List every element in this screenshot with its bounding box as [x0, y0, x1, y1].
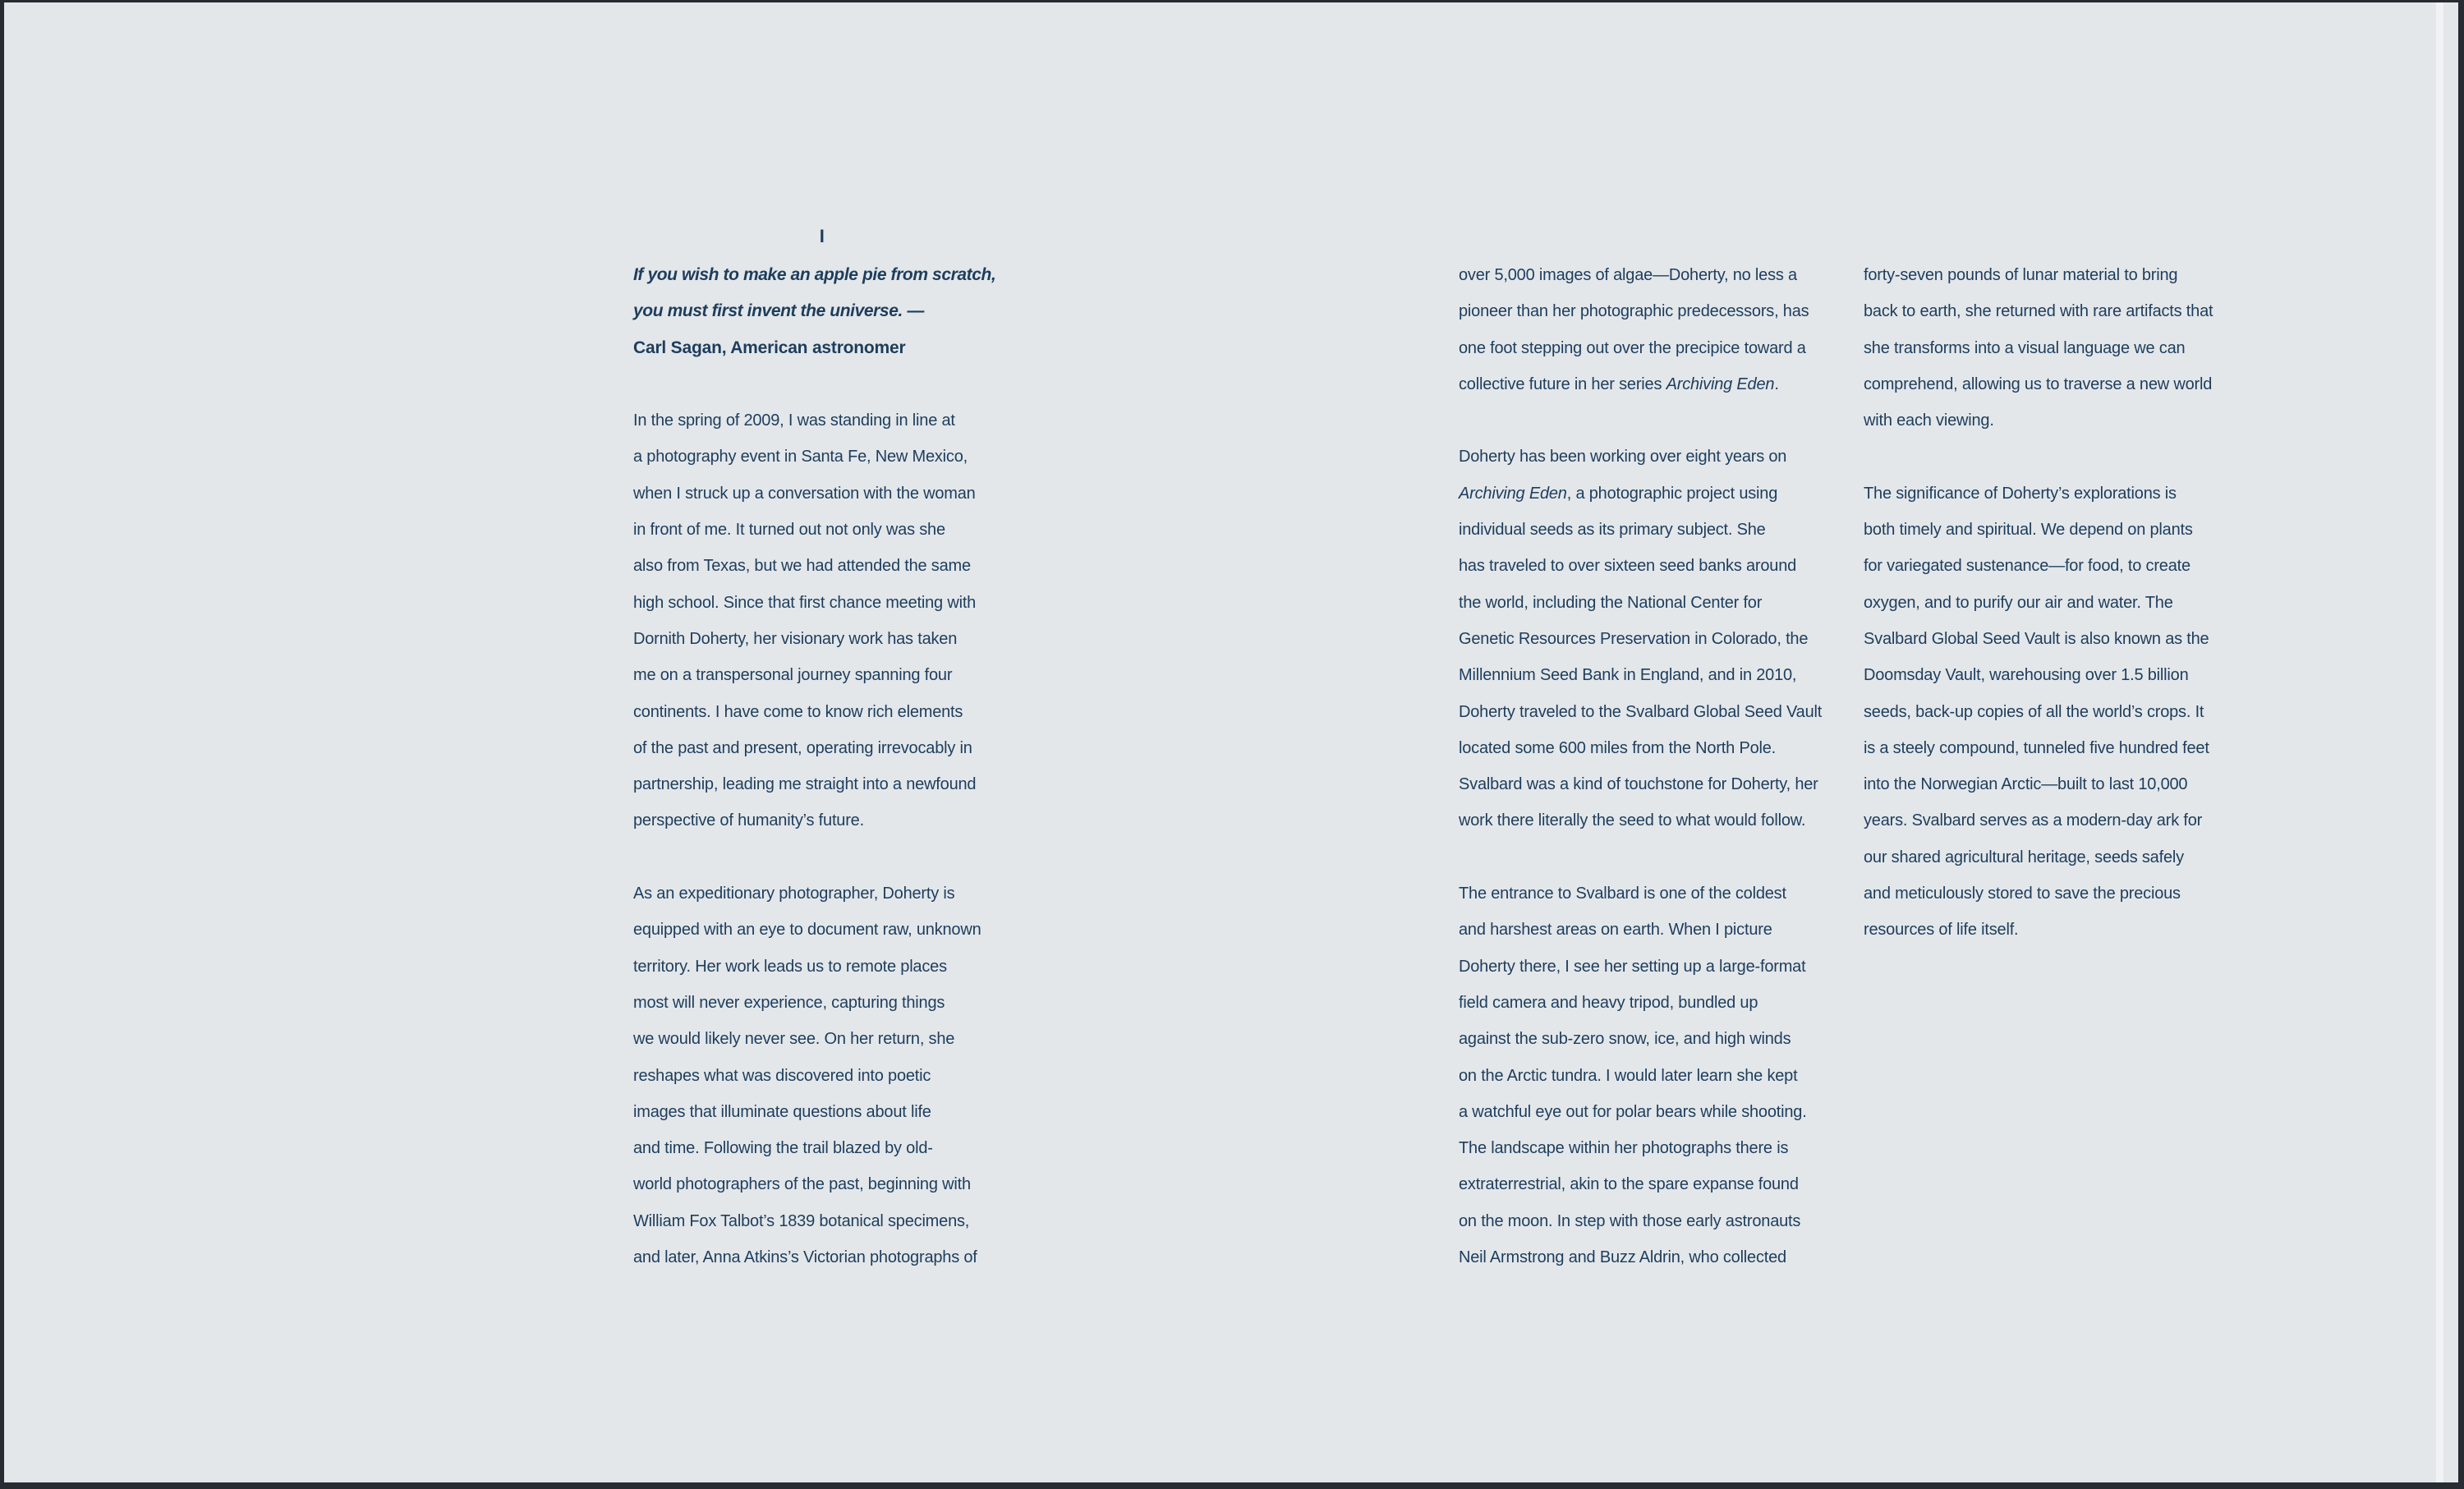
text-line [1459, 366, 1863, 402]
page-edge-highlight [2436, 2, 2443, 1482]
paragraph [1459, 439, 1863, 839]
paragraph [1459, 257, 1863, 402]
text-line: field camera and heavy tripod, bundled up [1459, 993, 1758, 1012]
text-line: individual seeds as its primary subject. She [1459, 521, 1766, 540]
paragraph [633, 875, 1037, 1275]
text-segment: , a photographic project using [1566, 484, 1778, 503]
text-line: pioneer than her photographic predecessors, has [1459, 302, 1809, 321]
epigraph-attribution: Carl Sagan, American astronomer [633, 338, 906, 357]
text-line: reshapes what was discovered into poetic [633, 1066, 931, 1085]
text-column-1 [633, 257, 1037, 1275]
paragraph [1459, 875, 1863, 1275]
italic-title: Archiving Eden [1666, 375, 1775, 393]
text-line: we would likely never see. On her return, she [633, 1030, 955, 1049]
text-line [1459, 476, 1863, 512]
text-line: work there literally the seed to what would follow. [1459, 811, 1806, 830]
text-line: on the Arctic tundra. I would later learn she kept [1459, 1066, 1798, 1085]
text-column-2 [1459, 257, 1863, 1275]
text-line: Doomsday Vault, warehousing over 1.5 billion [1864, 666, 2189, 685]
text-line: and harshest areas on earth. When I picture [1459, 921, 1772, 940]
text-line: partnership, leading me straight into a newfound [633, 775, 977, 794]
text-line: William Fox Talbot’s 1839 botanical specimens, [633, 1211, 970, 1230]
text-line: oxygen, and to purify our air and water. The [1864, 593, 2173, 612]
text-line: located some 600 miles from the North Pole. [1459, 738, 1777, 757]
epigraph-line: you must first invent the universe. — [633, 301, 924, 321]
paragraph [1864, 257, 2268, 439]
text-line: The landscape within her photographs there is [1459, 1139, 1789, 1158]
text-line: Svalbard Global Seed Vault is also known as the [1864, 629, 2209, 648]
text-line: over 5,000 images of algae—Doherty, no less a [1459, 266, 1797, 284]
text-line: of the past and present, operating irrevocably in [633, 738, 972, 757]
text-line: she transforms into a visual language we can [1864, 338, 2186, 357]
text-line: and later, Anna Atkins’s Victorian photographs of [633, 1248, 977, 1267]
text-line: Neil Armstrong and Buzz Aldrin, who collected [1459, 1248, 1786, 1267]
text-line: back to earth, she returned with rare artifacts that [1864, 302, 2213, 321]
text-line: continents. I have come to know rich elements [633, 702, 963, 721]
chapter-numeral: I [819, 226, 825, 246]
text-line: Genetic Resources Preservation in Colorado, the [1459, 629, 1809, 648]
text-line: in front of me. It turned out not only was she [633, 521, 945, 540]
text-line: Dornith Doherty, her visionary work has taken [633, 629, 958, 648]
text-line: on the moon. In step with those early astronauts [1459, 1211, 1801, 1230]
epigraph-line: If you wish to make an apple pie from scratch, [633, 265, 996, 284]
text-line: high school. Since that first chance meeting with [633, 593, 977, 612]
text-line: In the spring of 2009, I was standing in line at [633, 411, 955, 430]
text-line: one foot stepping out over the precipice toward a [1459, 338, 1806, 357]
text-line: perspective of humanity’s future. [633, 811, 864, 830]
text-line: equipped with an eye to document raw, unknown [633, 921, 981, 940]
text-line: The significance of Doherty’s explorations is [1864, 484, 2177, 503]
text-line: the world, including the National Center for [1459, 593, 1763, 612]
text-line: extraterrestrial, akin to the spare expanse found [1459, 1175, 1799, 1194]
paragraph [1864, 476, 2268, 949]
text-column-3 [1864, 257, 2268, 949]
text-segment: collective future in her series [1459, 375, 1666, 393]
text-segment: . [1774, 375, 1779, 393]
text-line: The entrance to Svalbard is one of the coldest [1459, 885, 1786, 903]
text-line: forty-seven pounds of lunar material to bring [1864, 266, 2178, 284]
text-line: a photography event in Santa Fe, New Mexico, [633, 448, 968, 466]
text-line: also from Texas, but we had attended the same [633, 557, 971, 576]
text-line: me on a transpersonal journey spanning four [633, 666, 953, 685]
paragraph [633, 402, 1037, 839]
text-line: for variegated sustenance—for food, to create [1864, 557, 2190, 576]
text-line: images that illuminate questions about life [633, 1102, 931, 1121]
text-line: our shared agricultural heritage, seeds safely [1864, 848, 2184, 866]
text-line: comprehend, allowing us to traverse a new world [1864, 375, 2213, 393]
text-line: when I struck up a conversation with the woman [633, 484, 976, 503]
text-line: years. Svalbard serves as a modern-day ark for [1864, 811, 2203, 830]
text-line: Svalbard was a kind of touchstone for Doherty, her [1459, 775, 1818, 794]
text-line: a watchful eye out for polar bears while shooting. [1459, 1102, 1807, 1121]
text-line: has traveled to over sixteen seed banks around [1459, 557, 1797, 576]
text-line: Doherty traveled to the Svalbard Global Seed Vault [1459, 702, 1823, 721]
text-line: world photographers of the past, beginning with [633, 1175, 971, 1194]
italic-title: Archiving Eden [1459, 484, 1567, 503]
epigraph [633, 257, 1037, 366]
text-line: and time. Following the trail blazed by old- [633, 1139, 933, 1158]
text-line: into the Norwegian Arctic—built to last 10,000 [1864, 775, 2188, 794]
text-line: against the sub-zero snow, ice, and high winds [1459, 1030, 1791, 1049]
text-line: most will never experience, capturing things [633, 993, 945, 1012]
text-line: As an expeditionary photographer, Doherty is [633, 885, 955, 903]
text-line: territory. Her work leads us to remote places [633, 957, 947, 976]
text-line: Millennium Seed Bank in England, and in 2010, [1459, 666, 1797, 685]
text-line: is a steely compound, tunneled five hundred feet [1864, 738, 2209, 757]
text-line: Doherty has been working over eight years on [1459, 448, 1787, 466]
text-line: Doherty there, I see her setting up a large-format [1459, 957, 1806, 976]
text-line: resources of life itself. [1864, 921, 2019, 940]
text-line: seeds, back-up copies of all the world’s crops. It [1864, 702, 2204, 721]
text-line: and meticulously stored to save the precious [1864, 885, 2181, 903]
text-line: with each viewing. [1864, 411, 1994, 430]
text-line: both timely and spiritual. We depend on plants [1864, 521, 2193, 540]
